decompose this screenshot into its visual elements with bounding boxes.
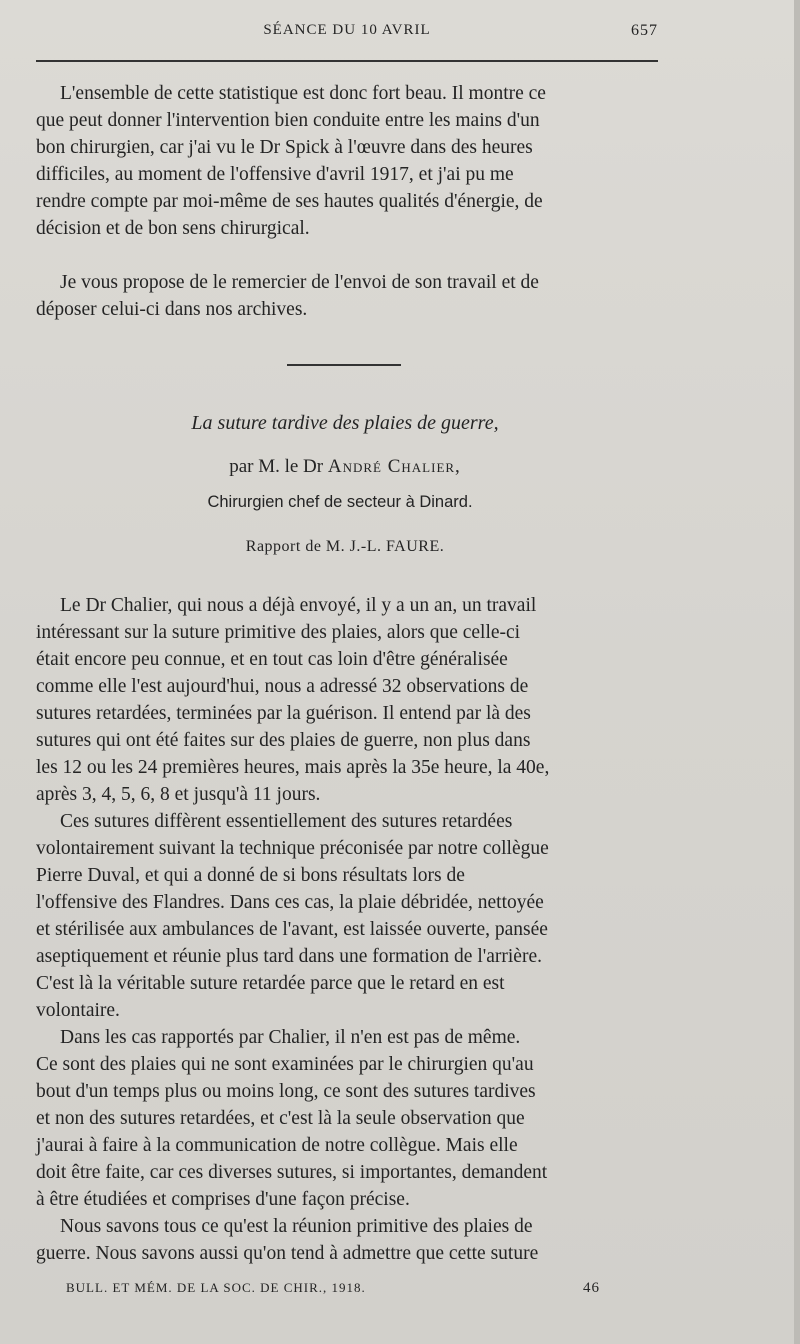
text-line: Nous savons tous ce qu'est la réunion primitive des plaies de: [60, 1216, 533, 1237]
text-line: bout d'un temps plus ou moins long, ce sont des sutures tardives: [36, 1081, 536, 1102]
text-line: après 3, 4, 5, 6, 8 et jusqu'à 11 jours.: [36, 784, 321, 805]
paragraph-statistics: [36, 80, 658, 242]
text-line: que peut donner l'intervention bien conduite entre les mains d'un: [36, 110, 540, 131]
text-line: Le Dr Chalier, qui nous a déjà envoyé, il y a un an, un travail: [60, 595, 537, 616]
text-line: l'offensive des Flandres. Dans ces cas, la plaie débridée, nettoyée: [36, 892, 544, 913]
author-prefix: par M. le Dr: [229, 456, 324, 477]
text-line: volontaire.: [36, 1000, 120, 1021]
report-credit: Rapport de M. J.-L. FAURE.: [245, 538, 445, 555]
text-line: Ces sutures diffèrent essentiellement des sutures retardées: [60, 811, 513, 832]
text-line: bon chirurgien, car j'ai vu le Dr Spick à l'œuvre dans des heures: [36, 137, 533, 158]
page-footer: [36, 1280, 658, 1300]
text-line: Ce sont des plaies qui ne sont examinées par le chirurgien qu'au: [36, 1054, 534, 1075]
author-name: André Chalier,: [327, 456, 461, 477]
text-line: aseptiquement et réunie plus tard dans une formation de l'arrière.: [36, 946, 542, 967]
text-line: guerre. Nous savons aussi qu'on tend à admettre que cette suture: [36, 1243, 539, 1264]
text-line: Pierre Duval, et qui a donné de si bons résultats lors de: [36, 865, 465, 886]
text-line: sutures retardées, terminées par la guérison. Il entend par là des: [36, 703, 531, 724]
signature-mark: 46: [583, 1280, 600, 1296]
author-affiliation: Chirurgien chef de secteur à Dinard.: [207, 493, 473, 511]
header-rule: [36, 60, 658, 62]
running-header: [36, 20, 658, 44]
text-line: était encore peu connue, et en tout cas loin d'être généralisée: [36, 649, 508, 670]
text-line: comme elle l'est aujourd'hui, nous a adressé 32 observations de: [36, 676, 529, 697]
text-line: difficiles, au moment de l'offensive d'avril 1917, et j'ai pu me: [36, 164, 514, 185]
text-line: Je vous propose de le remercier de l'envoi de son travail et de: [60, 272, 539, 293]
journal-citation: BULL. ET MÉM. DE LA SOC. DE CHIR., 1918.: [66, 1280, 366, 1295]
article-author: [0, 456, 690, 478]
text-line: et non des sutures retardées, et c'est là la seule observation que: [36, 1108, 525, 1129]
text-line: sutures qui ont été faites sur des plaies de guerre, non plus dans: [36, 730, 531, 751]
text-line: à être étudiées et comprises d'une façon précise.: [36, 1189, 410, 1210]
paragraph-late-sutures: [36, 1024, 658, 1213]
text-line: volontairement suivant la technique préconisée par notre collègue: [36, 838, 549, 859]
paragraph-chalier-intro: [36, 592, 658, 808]
paragraph-proposal: [36, 269, 658, 323]
running-title: SÉANCE DU 10 AVRIL: [263, 22, 431, 38]
text-line: les 12 ou les 24 premières heures, mais après la 35e heure, la 40e,: [36, 757, 550, 778]
text-line: et stérilisée aux ambulances de l'avant, est laissée ouverte, pansée: [36, 919, 548, 940]
text-line: C'est là la véritable suture retardée parce que le retard en est: [36, 973, 505, 994]
text-line: j'aurai à faire à la communication de notre collègue. Mais elle: [36, 1135, 518, 1156]
paragraph-primary-union: [36, 1213, 658, 1267]
page-number: 657: [631, 22, 658, 39]
text-line: doit être faite, car ces diverses sutures, si importantes, demandent: [36, 1162, 548, 1183]
text-line: décision et de bon sens chirurgical.: [36, 218, 310, 239]
paragraph-sutures-differ: [36, 808, 658, 1024]
text-line: déposer celui-ci dans nos archives.: [36, 299, 308, 320]
text-line: L'ensemble de cette statistique est donc fort beau. Il montre ce: [60, 83, 546, 104]
text-line: Dans les cas rapportés par Chalier, il n'en est pas de même.: [60, 1027, 521, 1048]
text-line: intéressant sur la suture primitive des plaies, alors que celle-ci: [36, 622, 521, 643]
section-divider: [287, 364, 401, 366]
text-line: rendre compte par moi-même de ses hautes qualités d'énergie, de: [36, 191, 543, 212]
article-title: La suture tardive des plaies de guerre,: [191, 412, 499, 434]
